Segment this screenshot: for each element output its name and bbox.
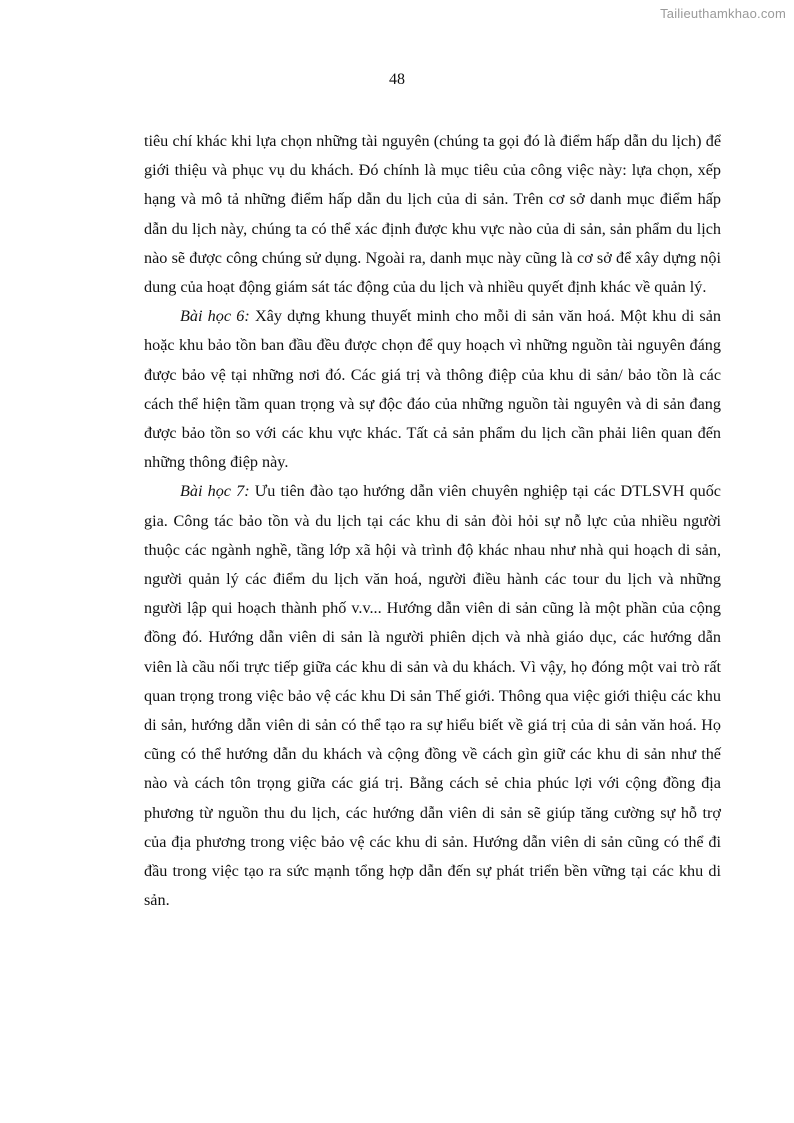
paragraph-lesson-6 (144, 302, 721, 477)
lesson-6-heading: Bài học 6: (180, 307, 250, 326)
watermark: Tailieuthamkhao.com (660, 6, 786, 21)
lesson-7-heading: Bài học 7: (180, 482, 250, 501)
page-number: 48 (389, 71, 405, 88)
paragraph-intro (144, 127, 721, 302)
document-body (144, 127, 721, 915)
paragraph-lesson-7 (144, 477, 721, 915)
paragraph-text: Xây dựng khung thuyết minh cho mỗi di sản văn hoá. Một khu di sản hoặc khu bảo tồn ban đầu đều được chọn để quy hoạch vì những nguồn tài nguyên đáng được bảo vệ tại những nơi đó. Các giá trị và thông điệp của khu di sản/ bảo tồn là các cách thể hiện tầm quan trọng và sự độc đáo của những nguồn tài nguyên và di sản đang được bảo tồn so với các khu vực khác. Tất cả sản phẩm du lịch cần phải liên quan đến những thông điệp này. (144, 307, 721, 472)
paragraph-text: Ưu tiên đào tạo hướng dẫn viên chuyên nghiệp tại các DTLSVH quốc gia. Công tác bảo tồn và du lịch tại các khu di sản đòi hỏi sự nỗ lực của nhiều người thuộc các ngành nghề, tầng lớp xã hội và trình độ khác nhau như nhà qui hoạch di sản, người quản lý các điểm du lịch văn hoá, người điều hành các tour du lịch và những người lập qui hoạch thành phố v.v... Hướng dẫn viên di sản cũng là một phần của cộng đồng đó. Hướng dẫn viên di sản là người phiên dịch và nhà giáo dục, các hướng dẫn viên là cầu nối trực tiếp giữa các khu di sản và du khách. Vì vậy, họ đóng một vai trò rất quan trọng trong việc bảo vệ các khu Di sản Thế giới. Thông qua việc giới thiệu các khu di sản, hướng dẫn viên di sản có thể tạo ra sự hiểu biết về giá trị của di sản văn hoá. Họ cũng có thể hướng dẫn du khách và cộng đồng về cách gìn giữ các khu di sản như thế nào và cách tôn trọng giữa các giá trị. Bằng cách sẻ chia phúc lợi với cộng đồng địa phương từ nguồn thu du lịch, các hướng dẫn viên di sản sẽ giúp tăng cường sự hỗ trợ của địa phương trong việc bảo vệ các khu di sản. Hướng dẫn viên di sản cũng có thể đi đầu trong việc tạo ra sức mạnh tổng hợp dẫn đến sự phát triển bền vững tại các khu di sản. (144, 482, 721, 910)
paragraph-text: tiêu chí khác khi lựa chọn những tài nguyên (chúng ta gọi đó là điểm hấp dẫn du lịch) để giới thiệu và phục vụ du khách. Đó chính là mục tiêu của công việc này: lựa chọn, xếp hạng và mô tả những điểm hấp dẫn du lịch của di sản. Trên cơ sở danh mục điểm hấp dẫn du lịch này, chúng ta có thể xác định được khu vực nào của di sản, sản phẩm du lịch nào sẽ được công chúng sử dụng. Ngoài ra, danh mục này cũng là cơ sở để xây dựng nội dung của hoạt động giám sát tác động của du lịch và nhiều quyết định khác về quản lý. (144, 132, 721, 297)
